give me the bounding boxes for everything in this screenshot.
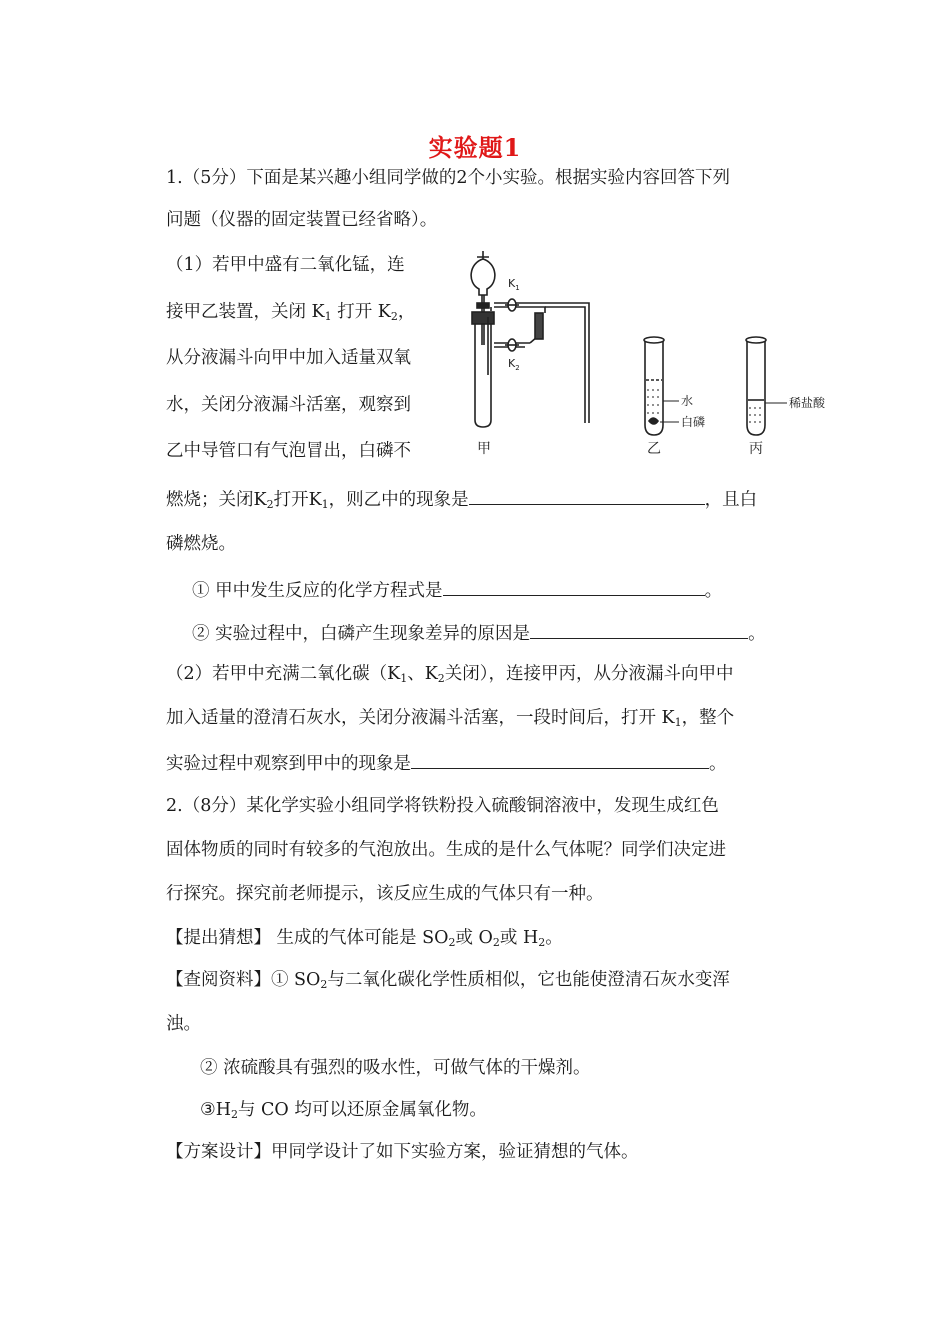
q2-reference-3: $③H_2$与 CO 均可以还原金属氧化物。 <box>200 1100 487 1121</box>
q2-reference-2: ② 浓硫酸具有强烈的吸水性，可做气体的干燥剂。 <box>200 1058 591 1078</box>
q1-part2-line3: 实验过程中观察到甲中的现象是 。 <box>166 750 727 776</box>
label-dilute-hcl: 稀盐酸 <box>789 396 826 410</box>
label-white-phosphorus: 白磷 <box>681 415 706 429</box>
q1-intro-line2: 问题（仪器的固定装置已经省略）。 <box>166 210 438 230</box>
label-water: 水 <box>681 394 694 408</box>
q1-part1-line1: （1）若甲中盛有二氧化锰，连 <box>166 255 405 275</box>
label-bing: 丙 <box>749 441 763 457</box>
q2-line1: 2.（8分）某化学实验小组同学将铁粉投入硫酸铜溶液中，发现生成红色 <box>166 796 719 816</box>
stopper-jia <box>472 312 494 324</box>
answer-blank-1 <box>469 486 705 505</box>
separatory-funnel <box>471 251 495 295</box>
q1-part2-line2: 加入适量的澄清石灰水，关闭分液漏斗活塞，一段时间后，打开 $K_1$，整个 <box>166 708 735 729</box>
funnel-stopcock-icon <box>477 303 489 308</box>
page-title: 实验题1 <box>428 133 522 162</box>
q2-line3: 行探究。探究前老师提示，该反应生成的气体只有一种。 <box>166 884 604 904</box>
q1-part1-line2: 接甲乙装置，关闭 $K_1$ 打开 $K_2$， <box>166 302 416 323</box>
white-phosphorus-icon <box>649 418 658 424</box>
q1-part1-line5: 乙中导管口有气泡冒出，白磷不 <box>166 441 411 461</box>
label-jia: 甲 <box>477 441 491 457</box>
tube-bing <box>747 340 765 435</box>
q1-sub2: ② 实验过程中，白磷产生现象差异的原因是 。 <box>192 620 766 646</box>
q1-part1-line7: 磷燃烧。 <box>166 534 236 554</box>
q2-reference-1-cont: 浊。 <box>166 1014 201 1034</box>
q2-plan: 【方案设计】甲同学设计了如下实验方案，验证猜想的气体。 <box>166 1142 639 1162</box>
apparatus-figure <box>455 245 840 460</box>
answer-blank-3 <box>530 620 748 639</box>
label-k1: $K_1$ <box>508 277 520 292</box>
q2-reference-1: 【查阅资料】① $SO_2$与二氧化碳化学性质相似，它也能使澄清石灰水变浑 <box>166 970 730 991</box>
answer-blank-2 <box>443 577 705 596</box>
q1-part1-line6: 燃烧；关闭$K_2$打开$K_1$，则乙中的现象是 ，且白 <box>166 486 757 512</box>
q1-part1-line4: 水，关闭分液漏斗活塞，观察到 <box>166 395 411 415</box>
label-yi: 乙 <box>647 441 661 457</box>
q2-hypothesis: 【提出猜想】 生成的气体可能是 $SO_2$或 $O_2$或 $H_2$。 <box>166 928 563 949</box>
q1-part2-line1: （2）若甲中充满二氧化碳（$K_1$、$K_2$关闭），连接甲丙，从分液漏斗向甲中 <box>166 664 734 685</box>
q1-part1-line3: 从分液漏斗向甲中加入适量双氧 <box>166 348 411 368</box>
q1-sub1: ① 甲中发生反应的化学方程式是 。 <box>192 577 722 603</box>
q2-line2: 固体物质的同时有较多的气泡放出。生成的是什么气体呢？同学们决定进 <box>166 840 726 860</box>
label-k2: $K_2$ <box>508 357 520 372</box>
answer-blank-4 <box>411 750 709 769</box>
rubber-tube <box>535 313 543 339</box>
q1-intro-line1: 1.（5分）下面是某兴趣小组同学做的2个小实验。根据实验内容回答下列 <box>166 168 730 188</box>
